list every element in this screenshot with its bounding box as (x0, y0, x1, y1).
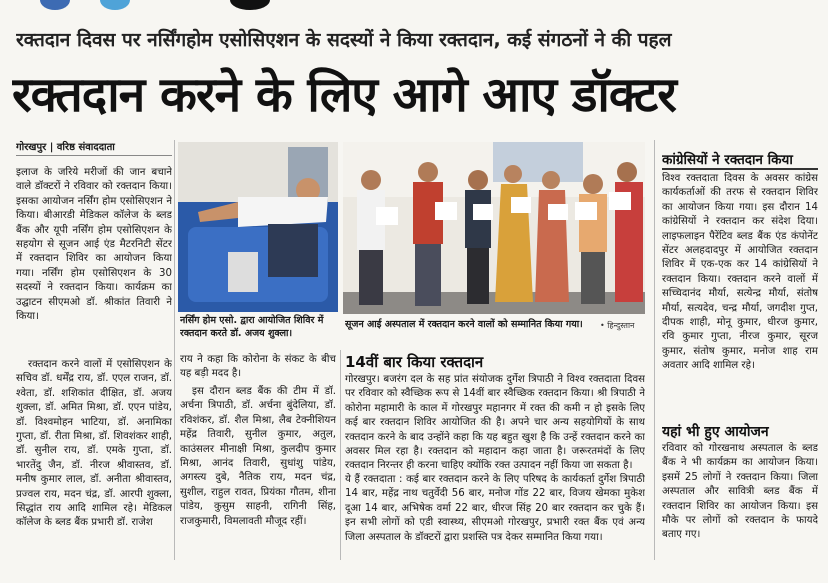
column-2-text-2: इस दौरान ब्लड बैंक की टीम में डॉ. अर्चना त्रिपाठी, डॉ. अर्चना बुंदेलिया, डॉ. रविशंकर, डॉ. शैल मिश्रा, लैब टेक्नीशियन महेंद्र तिवारी, सुनील कुमार, अतुल, काउंसलर मीनाक्षी मिश्रा, कुलदीप कुमार मिश्रा, आनंद तिवारी, सुधांशु पांडेय, अगस्त्य दुबे, नैतिक राय, मदन चंद्र, सुशील, राहुल रावत, प्रियंका गौतम, शीना पांडेय, कुसुम साहनी, रागिनी सिंह, राजकुमारी, विमलावती मौजूद रहीं। (180, 386, 336, 527)
photo-group-felicitation (343, 142, 645, 314)
column-divider (174, 140, 175, 560)
decorative-circle (100, 0, 130, 10)
subsection-text: गोरखपुर। बजरंग दल के सह प्रांत संयोजक दुर्गेश त्रिपाठी ने विश्व रक्तदाता दिवस पर रविवार को स्वैच्छिक रूप से 14वीं बार स्वैच्छिक रक्तदान किया। श्री त्रिपाठी ने कोरोना महामारी के काल में गोरखपुर महानगर में रक्त की कमी न हो इसके लिए कई बार रक्तदान शिविर आयोजित की है। अपने चार अन्य सहयोगियों के साथ रक्तदान करने के बाद उन्होंने कहा कि यह बहुत खुश है कि उन्हें रक्तदान करने का अवसर मिल रहा है। रक्तदान को महादान कहा जाता है। जरूरतमंदों के लिए रक्तदान निरन्तर ही करना चाहिए क्योंकि रक्त उत्पादन नहीं किया जा सकता है। (345, 374, 645, 472)
sidebar-headline: कांग्रेसियों ने रक्तदान किया (662, 150, 818, 170)
column-1-text-2: रक्तदान करने वालों में एसोसिएशन के सचिव डॉ. धर्मेंद्र राय, डॉ. एएल राजन, डॉ. श्वेता, डॉ. शशिकांत दीक्षित, डॉ. अजय शुक्ला, डॉ. अमित मिश्रा, डॉ. एएन पांडेय, डॉ. विश्वमोहन भाटिया, डॉ. अनामिका गुप्ता, डॉ. रीता मिश्रा, डॉ. शिवशंकर शाही, डॉ. सुनील राय, डॉ. एमके गुप्ता, डॉ. भारतेंदु जैन, डॉ. नीरज श्रीवास्तव, डॉ. मनीष कुमार लाल, डॉ. अनीता श्रीवास्तव, प्रज्वल राय, मदन चंद्र, डॉ. आरपी शुक्ला, सिद्धांत राय आदि शामिल रहे। मेडिकल कॉलेज के ब्लड बैंक प्रभारी डॉ. राजेश (16, 359, 172, 529)
photo-2-caption: सूजन आई अस्पताल में रक्तदान करने वालों को सम्मानित किया गया। (345, 319, 583, 330)
byline: गोरखपुर | वरिष्ठ संवाददाता (16, 139, 172, 156)
subhead-14th-time: 14वीं बार किया रक्तदान (345, 353, 484, 371)
column-1-text: इलाज के जरिये मरीजों की जान बचाने वाले डॉक्टरों ने रविवार को रक्तदान किया। इसका आयोजन नर्सिंग होम एसोसिएशन ने किया। बीआरडी मेडिकल कॉलेज के ब्लड बैंक और यूपी नर्सिंग होम एसोसिएशन के सहयोग से सूजन आई एंड मैटरनिटी सेंटर में रक्तदान शिविर का आयोजन किया गया। नर्सिंग होम एसोसिएशन के 30 सदस्यों ने रक्तदान किया। कार्यक्रम का उद्घाटन सीएमओ डॉ. श्रीकांत तिवारी ने किया। (16, 167, 172, 323)
photo-blood-donation (178, 142, 338, 312)
subsection-text-2: ये हैं रक्तदाता : कई बार रक्तदान करने के लिए परिषद के कार्यकर्ता दुर्गेश त्रिपाठी 14 बार, महेंद्र नाथ चतुर्वेदी 56 बार, मनोज गोंड 22 बार, विजय खेमका मुकेश दूआ 14 बार, अभिषेक वर्मा 22 बार, धीरज सिंह 20 बार रक्तदान कर चुके हैं। इन सभी लोगों को एडी स्वास्थ्य, सीएमओ गोरखपुर, प्रभारी रक्त बैंक एवं अन्य जिला अस्पताल के डॉक्टरों द्वारा प्रशस्ति पत्र देकर सम्मानित किया गया। (345, 474, 645, 543)
decorative-circle (230, 0, 270, 10)
group-photo-image (343, 142, 645, 314)
headline: रक्तदान करने के लिए आगे आए डॉक्टर (12, 67, 676, 123)
sidebar-text: विश्व रक्तदाता दिवस के अवसर कांग्रेस कार्यकर्ताओं की तरफ से रक्तदान शिविर का आयोजन किया गया। इस दौरान 14 कांग्रेसियों ने रक्तदान कर संदेश दिया। लाइफलाइन पैरेंटिव ब्लड बैंक एंड कंपोनेंट सेंटर अलहदादपुर में आयोजित रक्तदान शिविर में एक-एक कर 14 कांग्रेसियों ने रक्तदान किया। रक्तदान करने वालों में सच्चिदानंद मौर्या, सत्येन्द्र मौर्या, संतोष मौर्या, सत्यदेव, चन्द्र मौर्या, जगदीश गुप्त, दीपक शाही, मोनू कुमार, धीरज कुमार, रवि कुमार गुप्ता, नीरज कुमार, सूरज कुमार, संतोष कुमार, मनोज शाह राम अवतार आदि शामिल रहे। (662, 173, 818, 372)
sidebar-text-2: रविवार को गोरखनाथ अस्पताल के ब्लड बैंक ने भी कार्यक्रम का आयोजन किया। इसमें 25 लोगों ने रक्तदान किया। जिला अस्पताल और सावित्री ब्लड बैंक में रक्तदान शिविर का आयोजन किया। इस मौके पर लोगों को रक्तदान के फायदे बताए गए। (662, 443, 818, 541)
column-divider (654, 140, 655, 560)
column-divider (340, 350, 341, 560)
top-strip (0, 0, 828, 12)
blood-donation-image (178, 142, 338, 312)
sidebar-subhead: यहां भी हुए आयोजन (662, 424, 769, 440)
photo-credit: • हिन्दुस्तान (600, 321, 635, 330)
photo-1-caption: नर्सिंग होम एसो. द्वारा आयोजित शिविर में रक्तदान करते डॉ. अजय शुक्ला। (180, 315, 324, 339)
kicker: रक्तदान दिवस पर नर्सिंगहोम एसोसिएशन के सदस्यों ने किया रक्तदान, कई संगठनों ने की पहल (16, 29, 672, 51)
column-2-text: राय ने कहा कि कोरोना के संकट के बीच यह बड़ी मदद है। (180, 354, 336, 380)
decorative-circle (40, 0, 70, 10)
